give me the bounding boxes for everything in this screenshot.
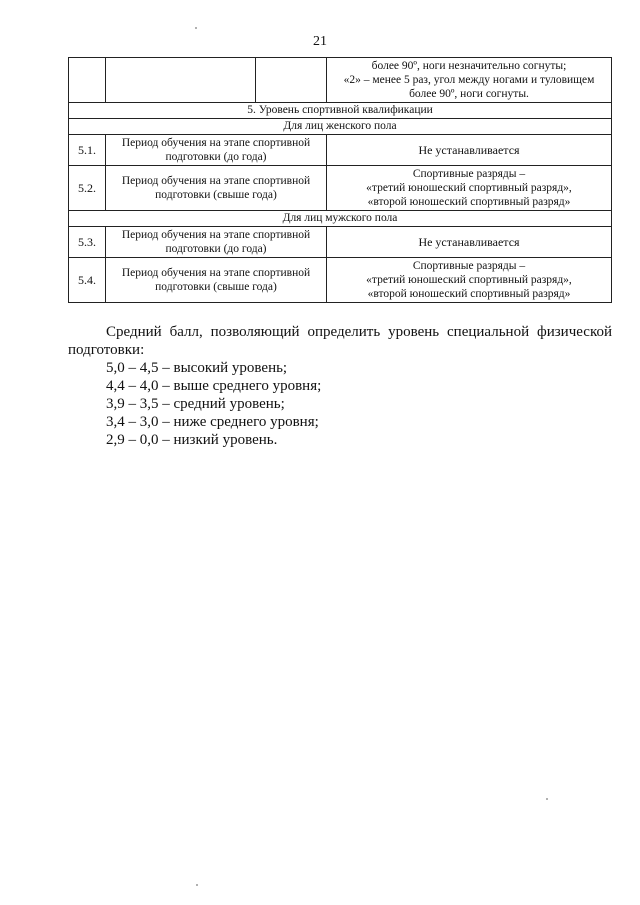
scan-speck bbox=[546, 798, 548, 800]
scale-item: 3,9 – 3,5 – средний уровень; bbox=[106, 396, 285, 412]
text-line: Период обучения на этапе спортивной bbox=[121, 267, 311, 279]
value-cell bbox=[327, 227, 612, 258]
text-line: Период обучения на этапе спортивной bbox=[121, 229, 311, 241]
period-cell bbox=[106, 227, 327, 258]
scan-speck bbox=[196, 884, 198, 886]
empty-cell bbox=[106, 58, 256, 103]
table-row bbox=[69, 135, 612, 166]
continuation-text-cell bbox=[327, 58, 612, 103]
empty-cell bbox=[256, 58, 327, 103]
value-cell bbox=[327, 166, 612, 211]
empty-cell bbox=[69, 58, 106, 103]
scale-item: 3,4 – 3,0 – ниже среднего уровня; bbox=[106, 414, 319, 430]
text-line: более 90º, ноги незначительно согнуты; bbox=[371, 60, 567, 72]
value-cell bbox=[327, 135, 612, 166]
text-line: более 90º, ноги согнуты. bbox=[409, 88, 529, 100]
scale-item: 4,4 – 4,0 – выше среднего уровня; bbox=[106, 378, 322, 394]
table-row-continuation bbox=[69, 58, 612, 103]
text-line: Спортивные разряды – bbox=[412, 260, 526, 272]
period-cell bbox=[106, 166, 327, 211]
female-header: Для лиц женского пола bbox=[69, 119, 612, 135]
text-line: «третий юношеский спортивный разряд», bbox=[366, 182, 572, 194]
text-line: Не устанавливается bbox=[418, 143, 520, 157]
text-line: Период обучения на этапе спортивной bbox=[121, 175, 311, 187]
female-header-row bbox=[69, 119, 612, 135]
page-number: 21 bbox=[313, 34, 327, 49]
section-title: 5. Уровень спортивной квалификации bbox=[69, 103, 612, 119]
row-number: 5.1. bbox=[69, 135, 106, 166]
table-row bbox=[69, 227, 612, 258]
qualification-table bbox=[68, 57, 612, 303]
male-header: Для лиц мужского пола bbox=[69, 211, 612, 227]
text-line: подготовки (свыше года) bbox=[155, 189, 277, 201]
value-cell bbox=[327, 258, 612, 303]
period-cell bbox=[106, 135, 327, 166]
text-line: «второй юношеский спортивный разряд» bbox=[367, 288, 571, 300]
period-cell bbox=[106, 258, 327, 303]
scale-item: 5,0 – 4,5 – высокий уровень; bbox=[106, 360, 288, 376]
row-number: 5.3. bbox=[69, 227, 106, 258]
row-number: 5.4. bbox=[69, 258, 106, 303]
text-line: «второй юношеский спортивный разряд» bbox=[367, 196, 571, 208]
paragraph-line: подготовки: bbox=[68, 342, 145, 358]
text-line: «третий юношеский спортивный разряд», bbox=[366, 274, 572, 286]
scan-speck bbox=[195, 27, 197, 29]
scale-item: 2,9 – 0,0 – низкий уровень. bbox=[106, 432, 278, 448]
text-line: «2» – менее 5 раз, угол между ногами и туловищем bbox=[343, 74, 595, 86]
row-number: 5.2. bbox=[69, 166, 106, 211]
paragraph-line: Средний балл, позволяющий определить уровень специальной физической bbox=[106, 324, 612, 340]
text-line: подготовки (до года) bbox=[165, 151, 267, 163]
section-title-row bbox=[69, 103, 612, 119]
text-line: Период обучения на этапе спортивной bbox=[121, 137, 311, 149]
text-line: Спортивные разряды – bbox=[412, 168, 526, 180]
score-scale-list bbox=[106, 359, 321, 449]
text-line: подготовки (свыше года) bbox=[155, 281, 277, 293]
table-row bbox=[69, 166, 612, 211]
average-score-paragraph bbox=[68, 323, 612, 359]
male-header-row bbox=[69, 211, 612, 227]
table-row bbox=[69, 258, 612, 303]
text-line: Не устанавливается bbox=[418, 235, 520, 249]
text-line: подготовки (до года) bbox=[165, 243, 267, 255]
